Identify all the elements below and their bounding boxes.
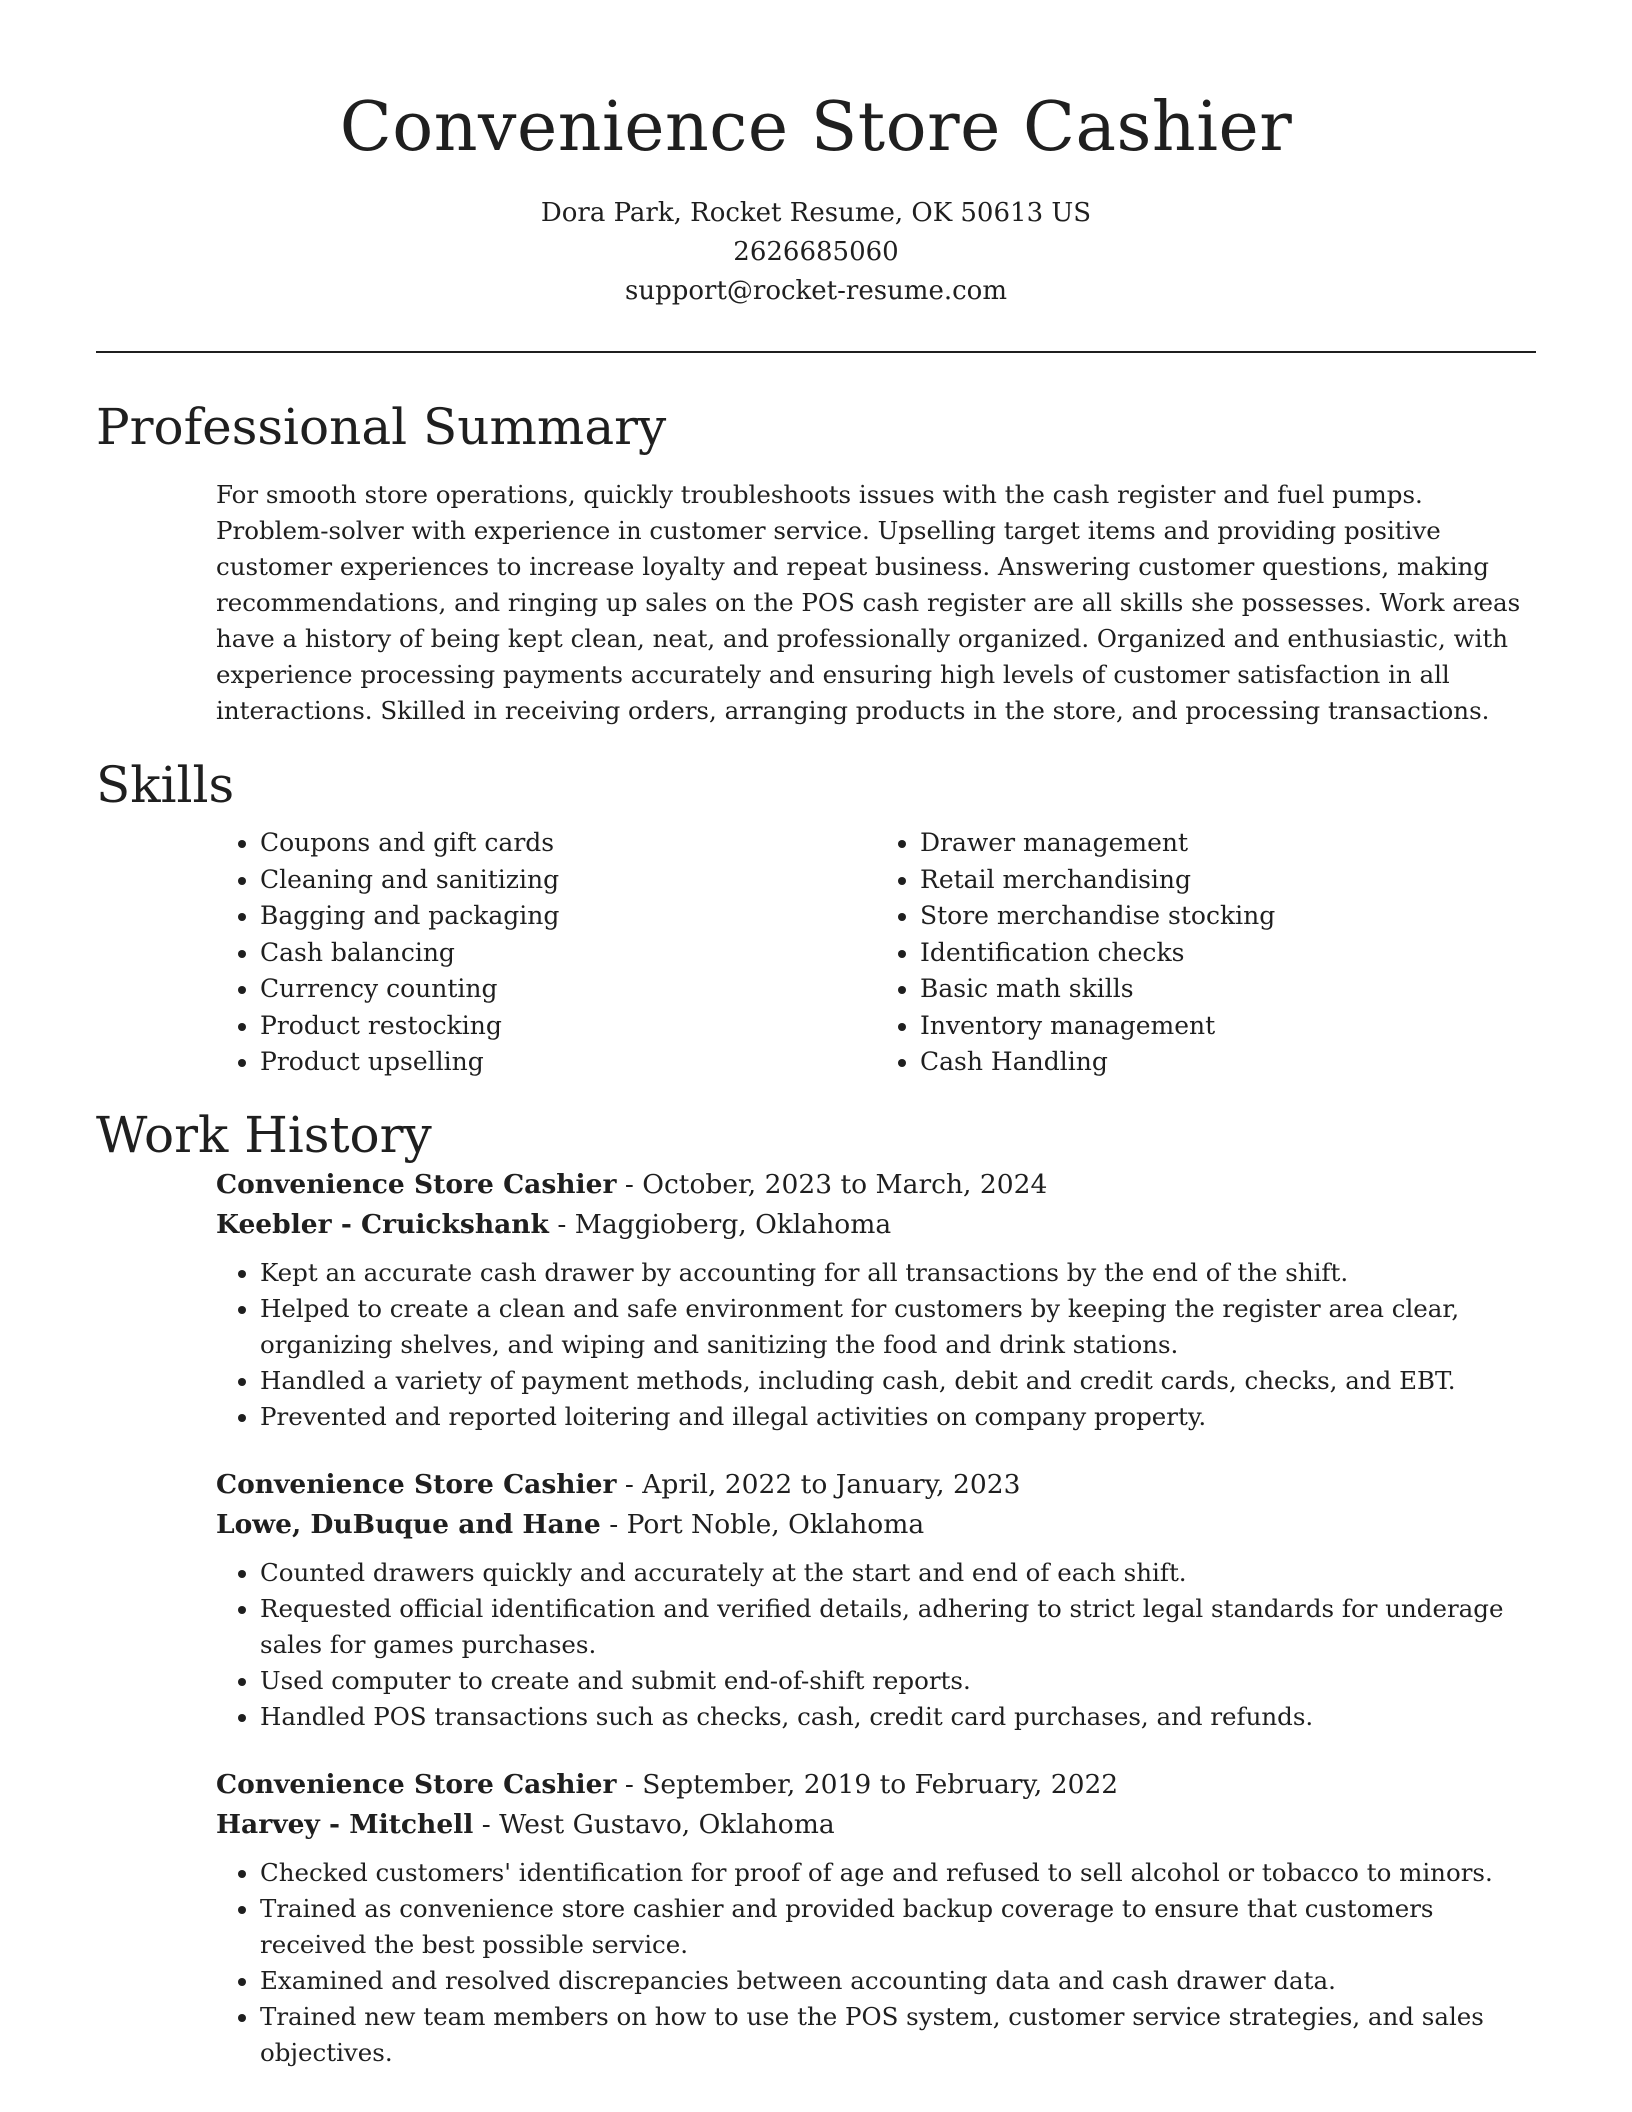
job-bullets <box>216 1555 1536 1735</box>
skill-item: • Product upselling <box>260 1044 876 1081</box>
job-entry <box>216 1165 1536 1435</box>
job-dates: September, 2019 to February, 2022 <box>642 1768 1119 1800</box>
job-bullet: • Used computer to create and submit end-of-shift reports. <box>260 1663 1536 1699</box>
job-bullet: • Prevented and reported loitering and illegal activities on company property. <box>260 1399 1536 1435</box>
separator: - <box>600 1508 627 1540</box>
summary-text: For smooth store operations, quickly troubleshoots issues with the cash register and fuel pumps. Problem-solver with experience in customer service. Upselling target items and providing positive customer experiences to increase loyalty and repeat business. Answering customer questions, making recommendations, and ringing up sales on the POS cash register are all skills she possesses. Work areas have a history of being kept clean, neat, and professionally organized. Organized and enthusiastic, with experience processing payments accurately and ensuring high levels of customer satisfaction in all interactions. Skilled in receiving orders, arranging products in the store, and processing transactions. <box>216 480 1521 725</box>
job-location: Port Noble, Oklahoma <box>626 1508 925 1540</box>
job-bullet: • Requested official identification and verified details, adhering to strict legal standards for underage sales for games purchases. <box>260 1591 1536 1663</box>
job-dates: October, 2023 to March, 2024 <box>642 1168 1048 1200</box>
job-location: West Gustavo, Oklahoma <box>499 1808 835 1840</box>
job-bullet: • Trained as convenience store cashier and provided backup coverage to ensure that customers received the best possible service. <box>260 1891 1536 1963</box>
resume-header <box>96 0 1536 311</box>
contact-info <box>96 194 1536 311</box>
summary-heading: Professional Summary <box>96 398 667 456</box>
skill-item: • Currency counting <box>260 971 876 1008</box>
email: support@rocket-resume.com <box>624 276 1007 306</box>
job-company-line <box>216 1205 1536 1245</box>
job-company-line <box>216 1505 1536 1545</box>
skills-column-left <box>216 825 876 1081</box>
job-location: Maggioberg, Oklahoma <box>574 1208 892 1240</box>
skill-item: • Product restocking <box>260 1008 876 1045</box>
separator: - <box>616 1468 643 1500</box>
skills-list <box>216 825 1536 1081</box>
job-position: Convenience Store Cashier <box>216 1468 617 1500</box>
job-bullet: • Examined and resolved discrepancies between accounting data and cash drawer data. <box>260 1963 1536 1999</box>
header-divider <box>96 351 1536 353</box>
job-title-line <box>216 1165 1536 1205</box>
separator: - <box>616 1768 643 1800</box>
job-bullet: • Kept an accurate cash drawer by accounting for all transactions by the end of the shift. <box>260 1255 1536 1291</box>
skill-item: • Cleaning and sanitizing <box>260 862 876 899</box>
separator: - <box>548 1208 575 1240</box>
skills-heading: Skills <box>96 756 235 814</box>
address: Dora Park, Rocket Resume, OK 50613 US <box>540 198 1092 228</box>
job-position: Convenience Store Cashier <box>216 1168 617 1200</box>
job-company: Harvey - Mitchell <box>216 1808 474 1840</box>
work-history-heading: Work History <box>96 1105 432 1164</box>
skill-item: • Retail merchandising <box>920 862 1536 899</box>
job-title-line <box>216 1765 1536 1805</box>
job-bullet: • Handled a variety of payment methods, including cash, debit and credit cards, checks, and EBT. <box>260 1363 1536 1399</box>
skill-item: • Cash balancing <box>260 935 876 972</box>
job-bullets <box>216 1855 1536 2071</box>
job-company: Lowe, DuBuque and Hane <box>216 1508 601 1540</box>
skill-item: • Cash Handling <box>920 1044 1536 1081</box>
resume-title: Convenience Store Cashier <box>339 88 1293 167</box>
job-bullet: • Helped to create a clean and safe environment for customers by keeping the register area clear, organizing shelves, and wiping and sanitizing the food and drink stations. <box>260 1291 1536 1363</box>
job-bullet: • Checked customers' identification for proof of age and refused to sell alcohol or tobacco to minors. <box>260 1855 1536 1891</box>
job-position: Convenience Store Cashier <box>216 1768 617 1800</box>
skill-item: • Store merchandise stocking <box>920 898 1536 935</box>
job-dates: April, 2022 to January, 2023 <box>642 1468 1021 1500</box>
job-bullet: • Trained new team members on how to use the POS system, customer service strategies, and sales objectives. <box>260 1999 1536 2071</box>
job-bullet: • Counted drawers quickly and accurately at the start and end of each shift. <box>260 1555 1536 1591</box>
job-entry <box>216 1765 1536 2071</box>
phone: 2626685060 <box>733 237 899 267</box>
skill-item: • Drawer management <box>920 825 1536 862</box>
skill-item: • Identification checks <box>920 935 1536 972</box>
separator: - <box>473 1808 500 1840</box>
skill-item: • Inventory management <box>920 1008 1536 1045</box>
job-title-line <box>216 1465 1536 1505</box>
skill-item: • Bagging and packaging <box>260 898 876 935</box>
job-bullet: • Handled POS transactions such as checks, cash, credit card purchases, and refunds. <box>260 1699 1536 1735</box>
job-company-line <box>216 1805 1536 1845</box>
skill-item: • Coupons and gift cards <box>260 825 876 862</box>
job-company: Keebler - Cruickshank <box>216 1208 549 1240</box>
job-bullets <box>216 1255 1536 1435</box>
job-entry <box>216 1465 1536 1735</box>
skill-item: • Basic math skills <box>920 971 1536 1008</box>
separator: - <box>616 1168 643 1200</box>
skills-column-right <box>876 825 1536 1081</box>
